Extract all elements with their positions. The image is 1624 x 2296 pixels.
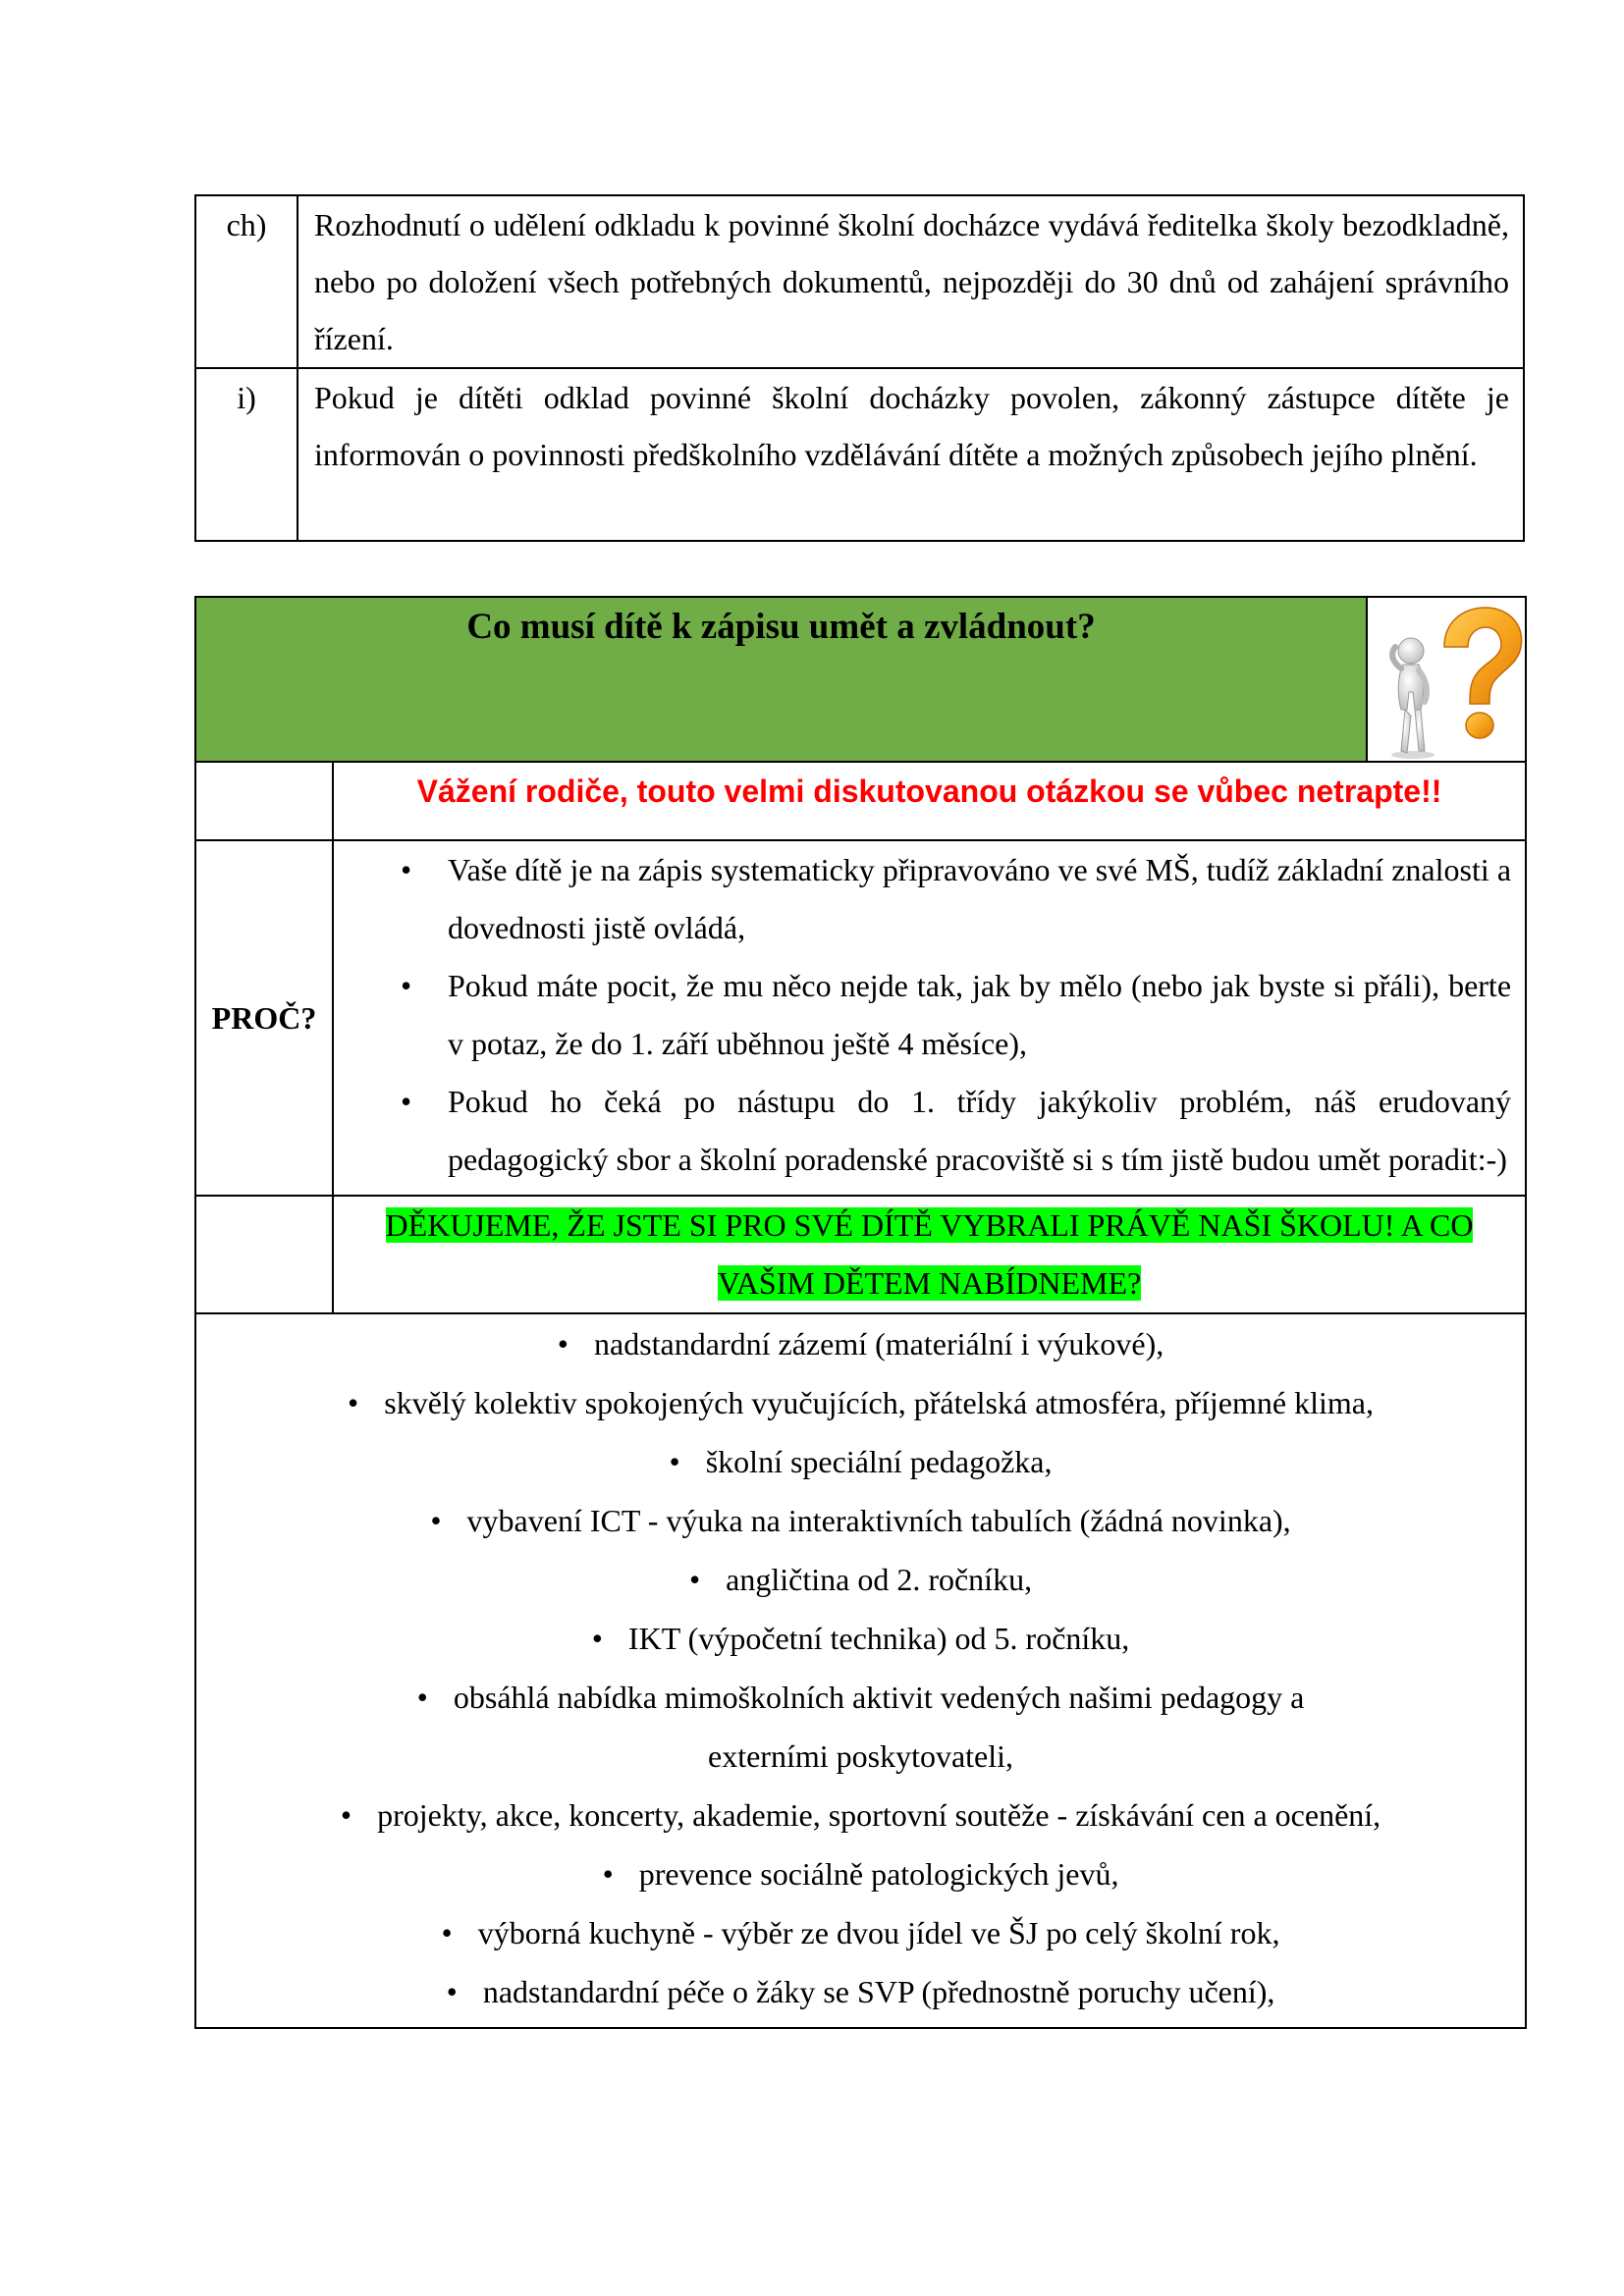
bullet-icon: • [340,1797,352,1833]
list-item-text: IKT (výpočetní technika) od 5. ročníku, [627,1621,1130,1656]
list-item-text: prevence sociálně patologických jevů, [638,1856,1119,1892]
bullet-icon: • [401,968,412,1003]
table-row [195,368,1524,541]
why-label: PROČ? [195,840,333,1196]
list-item-text: projekty, akce, koncerty, akademie, sportovní soutěže - získávání cen a ocenění, [377,1797,1381,1833]
thanks-cell [333,1196,1526,1313]
list-item [334,957,1511,1073]
bullet-icon: • [446,1974,458,2009]
thanks-heading-line2: VAŠIM DĚTEM NABÍDNEME? [717,1265,1142,1301]
thanks-row [195,1196,1526,1313]
list-item [334,841,1511,957]
header-row [195,597,1526,762]
bullet-icon: • [669,1444,680,1479]
list-item-text: skvělý kolektiv spokojených vyučujících, přátelská atmosféra, příjemné klima, [384,1385,1374,1420]
bullet-icon: • [401,852,412,887]
why-list-cell [333,840,1526,1196]
list-item [226,1609,1495,1668]
row-text: Rozhodnutí o udělení odkladu k povinné školní docházce vydává ředitelka školy bezodkladně, nebo po doložení všech potřebných dokumentů, nejpozději do 30 dnů od zahájení správního řízení. [298,195,1524,368]
list-item-text: Pokud máte pocit, že mu něco nejde tak, jak by mělo (nebo jak byste si přáli), berte v potaz, že do 1. září uběhnou ještě 4 měsíce), [448,968,1512,1061]
why-list [334,841,1525,1195]
list-item [226,1668,1495,1786]
enrollment-info-table [194,596,1527,2029]
offer-list-cell [195,1313,1526,2028]
list-item [226,1432,1495,1491]
list-item [226,1491,1495,1550]
list-item [226,1962,1495,2021]
list-item-text: obsáhlá nabídka mimoškolních aktivit vedených našimi pedagogy a externími poskytovateli, [453,1680,1305,1774]
bullet-icon: • [688,1562,701,1597]
row-text: Pokud je dítěti odklad povinné školní docházky povolen, zákonný zástupce dítěte je informován o povinnosti předškolního vzdělávání dítěte a možných způsobech jejího plnění. [298,368,1524,541]
bullet-icon: • [441,1915,453,1950]
row-label: ch) [195,195,298,368]
bullet-icon: • [348,1385,359,1420]
header-image-cell [1367,597,1526,762]
bullet-icon: • [430,1503,442,1538]
thanks-heading-line1: DĚKUJEME, ŽE JSTE SI PRO SVÉ DÍTĚ VYBRALI PRÁVĚ NAŠI ŠKOLU! A CO [385,1207,1474,1243]
list-item [334,1073,1511,1189]
list-item [226,1903,1495,1962]
list-item [226,1373,1495,1432]
list-item-text: nadstandardní péče o žáky se SVP (přednostně poruchy učení), [482,1974,1275,2009]
list-item-text: nadstandardní zázemí (materiální i výukové), [594,1326,1164,1362]
bullet-icon: • [401,1084,412,1119]
table-row [195,195,1524,368]
why-row [195,840,1526,1196]
empty-label-cell [195,762,333,840]
bullet-icon: • [591,1621,603,1656]
list-item-text: školní speciální pedagožka, [705,1444,1053,1479]
empty-label-cell [195,1196,333,1313]
list-item-text: vybavení ICT - výuka na interaktivních tabulích (žádná novinka), [466,1503,1291,1538]
question-mark-figure-icon [1368,598,1527,761]
procedure-table [194,194,1525,542]
list-item [226,1844,1495,1903]
list-item-text: Vaše dítě je na zápis systematicky připravováno ve své MŠ, tudíž základní znalosti a dovednosti jistě ovládá, [448,852,1512,945]
offer-row [195,1313,1526,2028]
bullet-icon: • [602,1856,614,1892]
subtitle-row [195,762,1526,840]
header-title-cell [195,597,1367,762]
bullet-icon: • [557,1326,568,1362]
list-item [226,1550,1495,1609]
bullet-icon: • [416,1680,428,1715]
list-item-text: angličtina od 2. ročníku, [726,1562,1033,1597]
parent-notice: Vážení rodiče, touto velmi diskutovanou otázkou se vůbec netrapte!! [333,762,1526,840]
list-item [226,1314,1495,1373]
list-item [226,1786,1495,1844]
list-item-text: Pokud ho čeká po nástupu do 1. třídy jakýkoliv problém, náš erudovaný pedagogický sbor a školní poradenské pracoviště si s tím jistě budou umět poradit:-) [448,1084,1512,1177]
list-item-text: výborná kuchyně - výběr ze dvou jídel ve ŠJ po celý školní rok, [477,1915,1280,1950]
row-label: i) [195,368,298,541]
section-title: Co musí dítě k zápisu umět a zvládnout? [466,607,1096,647]
